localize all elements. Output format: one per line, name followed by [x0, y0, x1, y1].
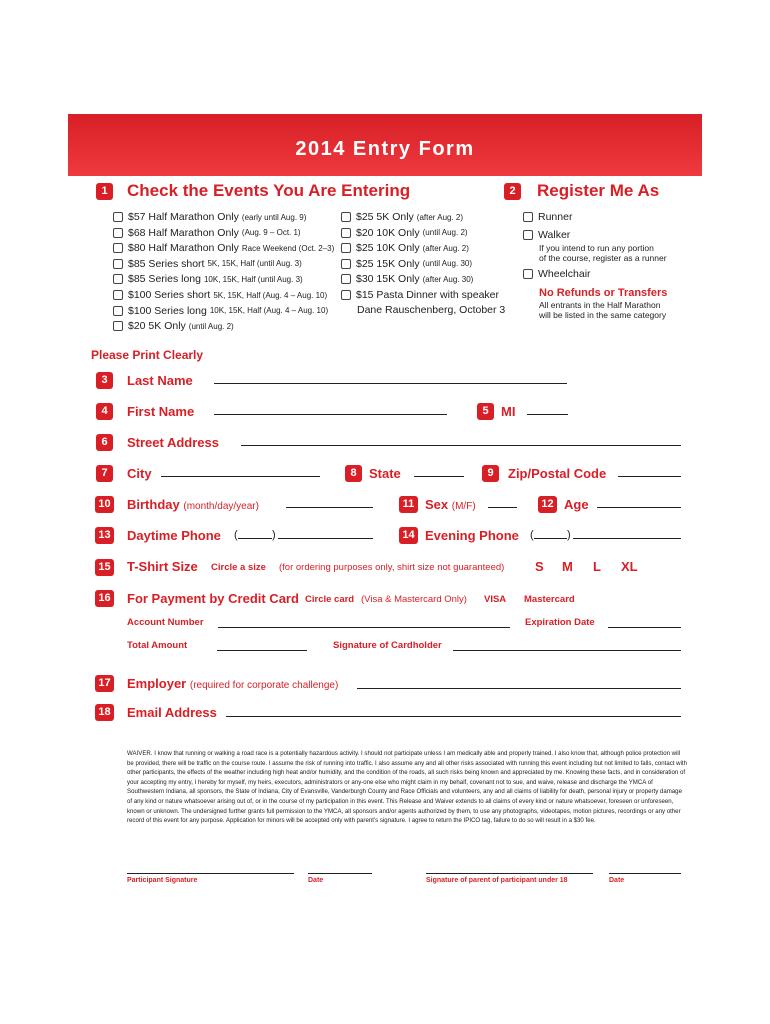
walker-note-1: If you intend to run any portion [539, 243, 654, 253]
birthday-label [127, 497, 259, 512]
print-clearly-note: Please Print Clearly [91, 348, 204, 362]
event-note: 10K, 15K, Half (until Aug. 3) [203, 274, 303, 284]
event-checkbox[interactable] [113, 274, 123, 284]
size-xl[interactable]: XL [621, 559, 638, 574]
field-number-12: 12 [538, 496, 557, 513]
event-label: $15 Pasta Dinner with speaker [356, 289, 499, 301]
event-label: $20 10K Only [356, 226, 420, 239]
event-note: 5K, 15K, Half (until Aug. 3) [207, 259, 302, 269]
walker-option[interactable] [523, 229, 570, 241]
event-checkbox[interactable] [113, 243, 123, 253]
parent-signature-label: Signature of parent of participant under 18 [426, 877, 568, 884]
daytime-phone-field[interactable] [278, 538, 373, 539]
participant-signature-label: Participant Signature [127, 877, 198, 884]
event-label: $25 10K Only [356, 242, 420, 255]
event-note: (until Aug. 2) [188, 321, 234, 331]
employer-hint: (required for corporate challenge) [189, 680, 339, 691]
evening-phone-label: Evening Phone [425, 528, 519, 543]
account-number-field[interactable] [218, 627, 510, 628]
event-note: (early until Aug. 9) [241, 212, 307, 222]
event-checkbox[interactable] [113, 212, 123, 222]
field-number-5: 5 [477, 403, 494, 420]
account-number-label: Account Number [127, 617, 204, 628]
expiration-field[interactable] [608, 627, 681, 628]
event-note: 5K, 15K, Half (Aug. 4 – Aug. 10) [213, 290, 328, 300]
wheelchair-label: Wheelchair [538, 268, 591, 280]
refund-note-2: will be listed in the same category [539, 310, 667, 320]
wheelchair-checkbox[interactable] [523, 269, 533, 279]
cardholder-signature-field[interactable] [453, 650, 681, 651]
total-amount-field[interactable] [217, 650, 307, 651]
event-checkbox[interactable] [341, 243, 351, 253]
event-note: (after Aug. 2) [422, 243, 469, 253]
evening-area-code-field[interactable] [534, 538, 567, 539]
col1-event-7[interactable] [113, 305, 328, 317]
first-name-field[interactable] [214, 414, 447, 415]
last-name-label: Last Name [127, 373, 193, 388]
tshirt-circle-note: Circle a size [211, 562, 266, 573]
event-label: $100 Series long [128, 304, 207, 317]
field-number-14: 14 [399, 527, 418, 544]
col1-event-4[interactable] [113, 258, 302, 270]
parent-date-field[interactable] [609, 873, 681, 874]
city-label: City [127, 466, 152, 481]
employer-label-text: Employer [127, 676, 187, 691]
daytime-area-close: ) [272, 529, 276, 541]
event-checkbox[interactable] [341, 228, 351, 238]
field-number-4: 4 [96, 403, 113, 420]
refund-heading: No Refunds or Transfers [539, 287, 668, 299]
parent-date-label: Date [609, 877, 625, 884]
participant-signature-field[interactable] [127, 873, 294, 874]
expiration-label: Expiration Date [525, 617, 595, 628]
col2-event-6[interactable] [341, 289, 499, 301]
col1-event-6[interactable] [113, 289, 327, 301]
field-number-8: 8 [345, 465, 362, 482]
dinner-speaker-line: Dane Rauschenberg, October 3 [357, 304, 506, 316]
col1-event-1[interactable] [113, 211, 306, 223]
event-note: 10K, 15K, Half (Aug. 4 – Aug. 10) [209, 306, 329, 316]
event-checkbox[interactable] [113, 306, 123, 316]
zip-label: Zip/Postal Code [508, 466, 607, 481]
event-label: $80 Half Marathon Only [128, 242, 239, 255]
evening-phone-field[interactable] [573, 538, 681, 539]
daytime-area-code-field[interactable] [238, 538, 272, 539]
col1-event-2[interactable] [113, 227, 301, 239]
field-number-17: 17 [95, 675, 114, 692]
event-label: $57 Half Marathon Only [128, 211, 239, 223]
event-note: (Aug. 9 – Oct. 1) [241, 228, 301, 238]
col2-event-4[interactable] [341, 258, 472, 270]
age-label: Age [564, 497, 589, 512]
col2-event-3[interactable] [341, 242, 469, 254]
employer-label [127, 676, 338, 691]
field-number-10: 10 [95, 496, 114, 513]
size-s[interactable]: S [535, 559, 544, 574]
event-note: (until Aug. 30) [422, 259, 473, 269]
event-label: $85 Series short [128, 257, 205, 270]
field-number-9: 9 [482, 465, 499, 482]
walker-checkbox[interactable] [523, 230, 533, 240]
field-number-18: 18 [95, 704, 114, 721]
col1-event-3[interactable] [113, 242, 334, 254]
zip-field[interactable] [618, 476, 681, 477]
sex-field[interactable] [488, 507, 517, 508]
sex-label-text: Sex [425, 497, 449, 512]
circle-card-note: Circle card [305, 594, 355, 605]
col2-event-1[interactable] [341, 211, 463, 223]
mi-label: MI [501, 404, 516, 419]
city-field[interactable] [161, 476, 320, 477]
event-note: (after Aug. 30) [422, 274, 474, 284]
event-label: $68 Half Marathon Only [128, 226, 239, 239]
participant-date-label: Date [308, 877, 324, 884]
daytime-phone-label: Daytime Phone [127, 528, 221, 543]
events-heading: Check the Events You Are Entering [127, 181, 411, 200]
event-checkbox[interactable] [341, 212, 351, 222]
event-label: $25 5K Only [356, 211, 414, 223]
runner-label: Runner [538, 211, 573, 223]
mastercard-option[interactable]: Mastercard [524, 594, 575, 605]
birthday-hint: (month/day/year) [183, 501, 259, 512]
event-checkbox[interactable] [113, 290, 123, 300]
section-number-2: 2 [504, 183, 521, 200]
age-field[interactable] [597, 507, 681, 508]
event-label: $100 Series short [128, 289, 211, 301]
sex-hint: (M/F) [451, 501, 476, 512]
header-banner [68, 114, 702, 176]
runner-checkbox[interactable] [523, 212, 533, 222]
tshirt-label: T-Shirt Size [127, 559, 198, 574]
field-number-13: 13 [95, 527, 114, 544]
wheelchair-option[interactable] [523, 268, 591, 280]
event-label: $30 15K Only [356, 273, 420, 286]
state-field[interactable] [414, 476, 464, 477]
field-number-11: 11 [399, 496, 418, 513]
col2-event-5[interactable] [341, 273, 473, 285]
email-field[interactable] [226, 716, 681, 717]
col1-event-5[interactable] [113, 273, 303, 285]
field-number-3: 3 [96, 372, 113, 389]
field-number-6: 6 [96, 434, 113, 451]
street-field[interactable] [241, 445, 681, 446]
event-note: (after Aug. 2) [416, 212, 464, 222]
event-note: (until Aug. 2) [422, 228, 468, 238]
field-number-7: 7 [96, 465, 113, 482]
event-checkbox[interactable] [113, 259, 123, 269]
col1-event-8[interactable] [113, 320, 234, 332]
walker-label: Walker [538, 229, 571, 241]
payment-label: For Payment by Credit Card [127, 591, 299, 606]
employer-field[interactable] [357, 688, 681, 689]
form-title: 2014 Entry Form [295, 138, 475, 160]
event-label: $20 5K Only [128, 320, 186, 333]
size-l[interactable]: L [593, 559, 601, 574]
tshirt-hint: (for ordering purposes only, shirt size not guaranteed) [279, 562, 505, 573]
col2-event-2[interactable] [341, 227, 468, 239]
register-heading: Register Me As [537, 181, 660, 200]
evening-area-close: ) [567, 529, 571, 541]
card-hint: (Visa & Mastercard Only) [361, 594, 467, 605]
event-checkbox[interactable] [341, 290, 351, 300]
visa-option[interactable]: VISA [484, 594, 507, 605]
daytime-area-open: ( [234, 529, 238, 541]
birthday-label-text: Birthday [127, 497, 180, 512]
event-checkbox[interactable] [341, 259, 351, 269]
runner-option[interactable] [523, 211, 572, 223]
walker-note-2: of the course, register as a runner [539, 253, 667, 263]
field-number-15: 15 [95, 559, 114, 576]
event-checkbox[interactable] [341, 274, 351, 284]
state-label: State [369, 466, 401, 481]
total-amount-label: Total Amount [127, 640, 188, 651]
cardholder-signature-label: Signature of Cardholder [333, 640, 442, 651]
email-label: Email Address [127, 705, 217, 720]
section-number-1: 1 [96, 183, 113, 200]
parent-signature-field[interactable] [426, 873, 593, 874]
field-number-16: 16 [95, 590, 114, 607]
refund-note-1: All entrants in the Half Marathon [539, 300, 661, 310]
event-label: $85 Series long [128, 273, 201, 286]
event-checkbox[interactable] [113, 228, 123, 238]
mi-field[interactable] [527, 414, 568, 415]
waiver-text: WAIVER. I know that running or walking a road race is a potentially hazardous activity. I should not participate unless I am medically able and properly trained. I also know that, although police protection will be provided, there will be traffic on the course route. I assume the risk of running into traffic. I also assume any and all other risks associated with running this event including but not limited to falls, contact with other participants, the effects of the weather including high heat and/or humidity, and the condition of the roads, all such risks being known and appreciated by me. Knowing these facts, and in consideration of your accepting my entry, I hereby for myself, my heirs, executors, administrators or any-one else who might claim in my behalf, covenant not to sue, and waive, release and discharge the YMCA of Southwestern Indiana, all sponsors, the State of Indiana, City of Evansville, Vanderburgh County and Race Officials and volunteers, any and all claims of liability for death, personal injury or property damage of any kind or nature whatsoever arising out of, or in the course of my participation in this event. This Release and Waiver extends to all claims of every kind or nature whatsoever, foreseen or unforeseen, known or unknown. The undersigned further grants full permission to the YMCA, all sponsors and/or agents authorized by them, to use any photographs, videotapes, motion pictures, recordings or any other record of this event for any purpose. Application for minors will be accepted only with parent’s signature. I agree to return the IPICO tag, failure to do so will result in a $30 fee. [127, 750, 688, 825]
street-label: Street Address [127, 435, 219, 450]
size-m[interactable]: M [562, 559, 573, 574]
first-name-label: First Name [127, 404, 195, 419]
event-note: Race Weekend (Oct. 2–3) [241, 243, 335, 253]
sex-label [425, 497, 476, 512]
birthday-field[interactable] [286, 507, 373, 508]
event-label: $25 15K Only [356, 257, 420, 270]
event-checkbox[interactable] [113, 321, 123, 331]
evening-area-open: ( [530, 529, 534, 541]
participant-date-field[interactable] [308, 873, 372, 874]
last-name-field[interactable] [214, 383, 567, 384]
